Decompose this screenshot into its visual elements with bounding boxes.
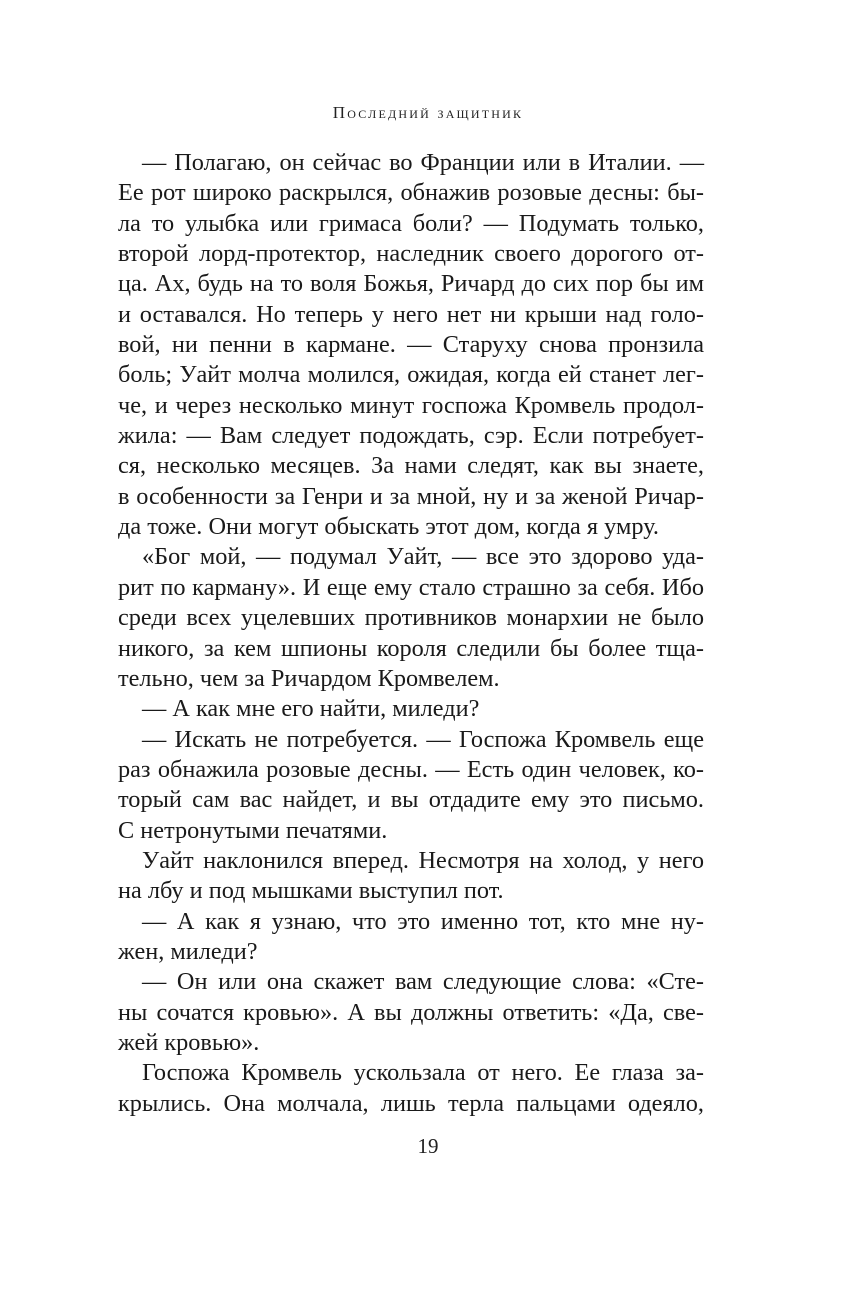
text-line: да тоже. Они могут обыскать этот дом, когда я умру. — [118, 513, 659, 541]
text-line: и оставался. Но теперь у него нет ни крыши над голо- — [118, 300, 704, 328]
text-line: боль; Уайт молча молился, ожидая, когда ей станет лег- — [118, 361, 704, 389]
text-line: Уайт наклонился вперед. Несмотря на холод, у него — [142, 846, 704, 874]
text-line: торый сам вас найдет, и вы отдадите ему это письмо. — [118, 786, 704, 814]
text-line: ца. Ах, будь на то воля Божья, Ричард до сих пор бы им — [118, 270, 704, 298]
text-line: жен, миледи? — [118, 937, 258, 965]
text-line: в особенности за Генри и за мной, ну и за женой Ричар- — [118, 482, 704, 510]
text-line: «Бог мой, — подумал Уайт, — все это здорово уда- — [142, 543, 704, 571]
text-line: крылись. Она молчала, лишь терла пальцами одеяло, — [118, 1089, 704, 1117]
running-head: Последний защитник — [332, 103, 524, 122]
text-line: — Искать не потребуется. — Госпожа Кромвель еще — [142, 725, 704, 753]
body-text — [118, 148, 704, 1119]
text-line: ны сочатся кровью». А вы должны ответить: «Да, све- — [118, 998, 704, 1026]
text-line: че, и через несколько минут госпожа Кромвель продол- — [118, 391, 704, 419]
text-line: — А как мне его найти, миледи? — [142, 695, 480, 723]
text-line: на лбу и под мышками выступил пот. — [118, 877, 504, 905]
text-line: ла то улыбка или гримаса боли? — Подумать только, — [118, 209, 704, 237]
text-line: никого, за кем шпионы короля следили бы более тща- — [118, 634, 704, 662]
text-line: жила: — Вам следует подождать, сэр. Если потребует- — [118, 422, 704, 450]
text-line: ся, несколько месяцев. За нами следят, как вы знаете, — [118, 452, 704, 480]
text-line: среди всех уцелевших противников монархии не было — [118, 604, 704, 632]
text-line: — А как я узнаю, что это именно тот, кто мне ну- — [142, 907, 704, 935]
text-line: — Полагаю, он сейчас во Франции или в Италии. — — [142, 149, 704, 176]
text-line: С нетронутыми печатями. — [118, 816, 388, 844]
text-line: Ее рот широко раскрылся, обнажив розовые десны: бы- — [118, 179, 704, 207]
text-line: рит по карману». И еще ему стало страшно за себя. Ибо — [118, 573, 704, 601]
text-line: тельно, чем за Ричардом Кромвелем. — [118, 664, 500, 692]
page-number: 19 — [417, 1134, 439, 1158]
text-line: вой, ни пенни в кармане. — Старуху снова пронзила — [118, 331, 704, 359]
text-line: — Он или она скажет вам следующие слова: «Сте- — [142, 968, 704, 996]
text-line: второй лорд-протектор, наследник своего дорогого от- — [118, 240, 704, 268]
text-line: раз обнажила розовые десны. — Есть один человек, ко- — [118, 755, 704, 783]
text-line: Госпожа Кромвель ускользала от него. Ее глаза за- — [142, 1059, 704, 1087]
text-line: жей кровью». — [118, 1028, 260, 1056]
